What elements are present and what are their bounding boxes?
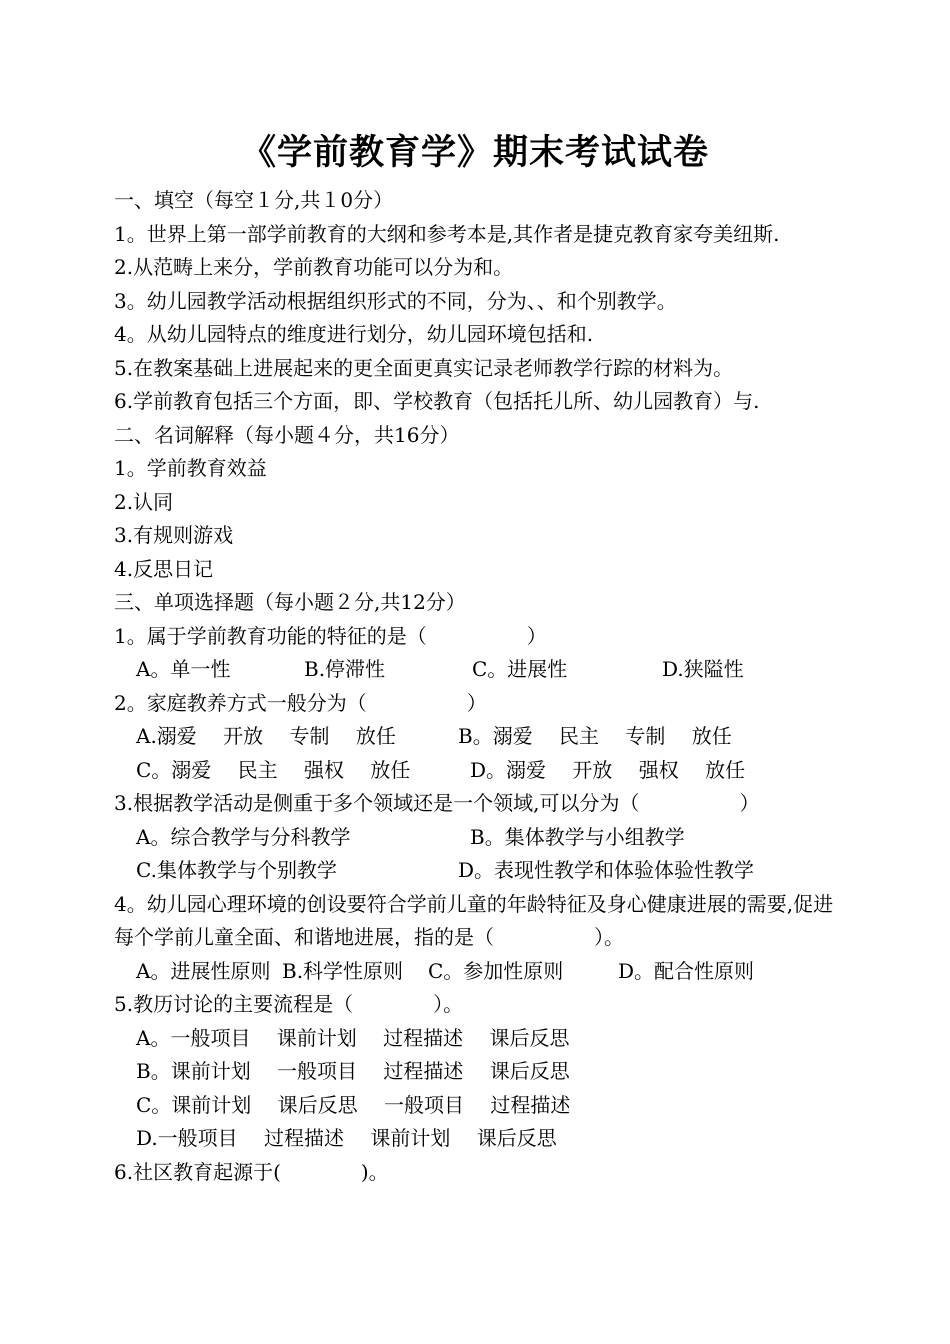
choice-question-4-stem: 4。幼儿园心理环境的创设要符合学前儿童的年龄特征及身心健康进展的需要,促进每个学前儿童全面、和谐地进展，指的是（ ）。 [114,891,834,949]
section-1-heading: 一、填空（每空１分,共１0分） [114,188,394,212]
choice-question-2-options-row-1 [114,720,844,754]
option-c: C。溺爱 民主 强权 放任 [136,757,411,782]
term-question-2: 2.认同 [114,489,174,514]
option-d: D。配合性原则 [618,958,755,983]
choice-question-1-options [114,653,844,687]
option-d: D.狭隘性 [662,657,744,681]
section-3-heading: 三、单项选择题（每小题２分,共12分） [114,590,466,614]
term-question-4: 4.反思日记 [114,556,214,581]
choice-question-4-options [114,955,844,989]
choice-question-3-options-row-1 [114,821,844,855]
choice-question-2-stem: 2。家庭教养方式一般分为（ ） [114,690,487,715]
fill-blank-question-1: 1。世界上第一部学前教育的大纲和参考本是,其作者是捷克教育家夸美纽斯. [114,221,780,246]
option-c: C.集体教学与个别教学 [136,858,337,882]
choice-question-6-stem: 6.社区教育起源于( )。 [114,1159,389,1184]
exam-title: 《学前教育学》期末考试试卷 [240,133,709,173]
option-b: B.停滞性 [304,657,386,681]
fill-blank-question-5: 5.在教案基础上进展起来的更全面更真实记录老师教学行踪的材料为。 [114,355,734,380]
option-a: A。综合教学与分科教学 [136,824,351,849]
option-d: D。溺爱 开放 强权 放任 [470,757,746,782]
section-2-heading: 二、名词解释（每小题４分，共16分） [114,422,460,447]
option-b: B。集体教学与小组教学 [470,824,685,849]
choice-question-5-stem: 5.教历讨论的主要流程是（ ）。 [114,992,464,1016]
fill-blank-question-4: 4。从幼儿园特点的维度进行划分，幼儿园环境包括和. [114,322,594,346]
option-a: A.溺爱 开放 专制 放任 [136,724,396,748]
fill-blank-question-2: 2.从范畴上来分，学前教育功能可以分为和。 [114,255,514,279]
option-c: C。进展性 [472,657,568,681]
option-c: C。参加性原则 [428,958,564,983]
choice-question-3-stem: 3.根据教学活动是侧重于多个领域还是一个领域,可以分为（ ） [114,791,760,815]
choice-question-5-option-b: B。课前计划 一般项目 过程描述 课后反思 [136,1059,570,1083]
choice-question-5-option-a: A。一般项目 课前计划 过程描述 课后反思 [136,1025,570,1050]
choice-question-5-option-d: D.一般项目 过程描述 课前计划 课后反思 [136,1126,557,1150]
exam-content [114,184,844,1189]
option-a: A。进展性原则 [136,958,271,983]
choice-question-1-stem: 1。属于学前教育功能的特征的是（ ） [114,623,547,648]
option-a: A。单一性 [136,657,231,681]
option-b: B。溺爱 民主 专制 放任 [458,724,732,748]
term-question-3: 3.有规则游戏 [114,523,234,547]
term-question-1: 1。学前教育效益 [114,456,267,480]
choice-question-5-option-c: C。课前计划 课后反思 一般项目 过程描述 [136,1092,571,1117]
fill-blank-question-3: 3。幼儿园教学活动根据组织形式的不同，分为、、和个别教学。 [114,288,677,313]
choice-question-3-options-row-2 [114,854,844,888]
fill-blank-question-6: 6.学前教育包括三个方面，即、学校教育（包括托儿所、幼儿园教育）与. [114,389,760,413]
option-b: B.科学性原则 [282,958,404,983]
choice-question-2-options-row-2 [114,754,844,788]
option-d: D。表现性教学和体验体验性教学 [458,858,755,882]
